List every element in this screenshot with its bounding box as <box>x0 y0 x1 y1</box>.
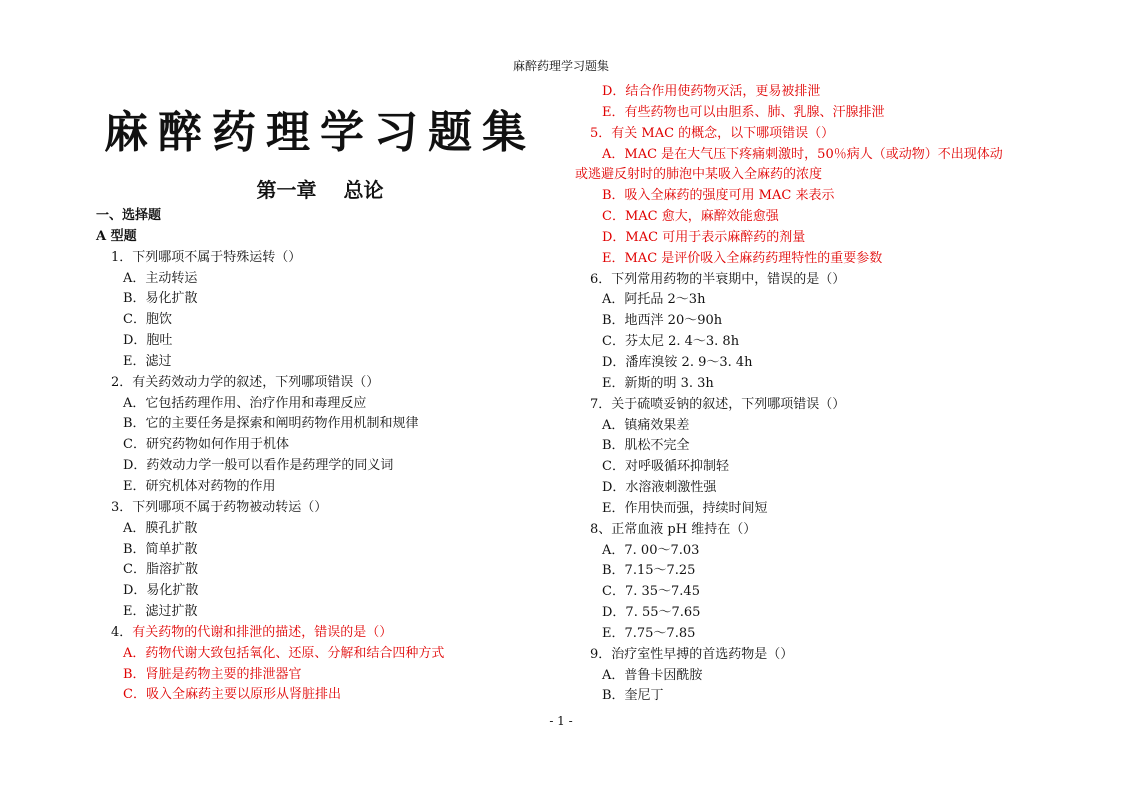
option-text: D．水溶液刺激性强 <box>602 480 717 496</box>
option-text: D．药效动力学一般可以看作是药理学的同义词 <box>123 458 394 474</box>
option-text: D．潘库溴铵 2. 9～3. 4h <box>602 354 753 370</box>
question-number: 4． <box>111 624 133 640</box>
option <box>96 602 444 623</box>
option <box>575 311 1003 332</box>
option <box>575 541 1003 562</box>
option-text: A．膜孔扩散 <box>123 520 198 536</box>
option <box>575 457 1003 478</box>
question-text: 7．关于硫喷妥钠的叙述，下列哪项错误（） <box>590 396 846 412</box>
option <box>96 414 444 435</box>
option-text: C．脂溶扩散 <box>123 562 198 578</box>
option <box>575 332 1003 353</box>
option-text: C．对呼吸循环抑制轻 <box>602 459 729 475</box>
document-title: 麻醉药理学习题集 <box>104 107 536 158</box>
page-number: - 1 - <box>549 714 573 728</box>
option <box>575 290 1003 311</box>
option-text: A．主动转运 <box>123 270 198 286</box>
option-text: B．简单扩散 <box>123 541 198 557</box>
option <box>96 310 444 331</box>
option-continuation <box>575 165 1003 186</box>
section-heading <box>96 227 444 248</box>
option-text: A．普鲁卡因酰胺 <box>602 667 703 683</box>
section-heading-text: 一、选择题 <box>96 208 162 223</box>
option-text: C．7. 35～7.45 <box>602 584 700 600</box>
option <box>575 436 1003 457</box>
option-text: E．研究机体对药物的作用 <box>123 478 276 494</box>
section-heading <box>96 206 444 227</box>
option-text: D．胞吐 <box>123 333 173 349</box>
option-text: D．易化扩散 <box>123 583 199 599</box>
section-heading-text: A 型题 <box>96 228 137 244</box>
option <box>96 560 444 581</box>
option <box>575 624 1003 645</box>
option <box>575 561 1003 582</box>
option-text: A．药物代谢大致包括氧化、还原、分解和结合四种方式 <box>123 645 445 661</box>
option-text: C．研究药物如何作用于机体 <box>123 437 289 453</box>
right-column <box>575 82 1003 707</box>
option-text: C．胞饮 <box>123 312 172 328</box>
option <box>575 249 1003 270</box>
option <box>96 685 444 706</box>
option-text: B．7.15～7.25 <box>602 563 696 579</box>
option-text: B．它的主要任务是探索和阐明药物作用机制和规律 <box>123 416 419 432</box>
option-text: E．MAC 是评价吸入全麻药药理特性的重要参数 <box>602 250 883 266</box>
option-text: E．滤过扩散 <box>123 604 198 620</box>
option <box>96 665 444 686</box>
option <box>575 103 1003 124</box>
option <box>575 228 1003 249</box>
question <box>575 270 1003 291</box>
option <box>575 207 1003 228</box>
page-header: 麻醉药理学习题集 <box>512 59 609 73</box>
option <box>96 394 444 415</box>
option <box>96 456 444 477</box>
option <box>575 666 1003 687</box>
option <box>575 353 1003 374</box>
option-text: B．吸入全麻药的强度可用 MAC 来表示 <box>602 188 835 204</box>
option-text: B．易化扩散 <box>123 291 198 307</box>
option-text: D．结合作用使药物灭活，更易被排泄 <box>602 84 821 99</box>
option-text: C．芬太尼 2. 4～3. 8h <box>602 334 740 350</box>
question <box>96 248 444 269</box>
option <box>96 540 444 561</box>
question <box>96 498 444 519</box>
option <box>96 477 444 498</box>
option-text: A．它包括药理作用、治疗作用和毒理反应 <box>123 395 367 411</box>
question <box>575 520 1003 541</box>
option-text: B．肌松不完全 <box>602 438 690 454</box>
option-text: A．MAC 是在大气压下疼痛刺激时，50％病人（或动物）不出现体动 <box>602 146 1003 162</box>
question <box>575 124 1003 145</box>
option-text: D．7. 55～7.65 <box>602 605 701 621</box>
option-text: B．奎尼丁 <box>602 688 664 704</box>
option <box>96 644 444 665</box>
question-text: 9．治疗室性早搏的首选药物是（） <box>590 646 794 662</box>
option <box>96 435 444 456</box>
option <box>575 478 1003 499</box>
option <box>96 581 444 602</box>
option-text: E．作用快而强，持续时间短 <box>602 500 768 516</box>
option-text: A．7. 00～7.03 <box>602 542 700 558</box>
option <box>575 82 1003 103</box>
option <box>96 331 444 352</box>
question <box>96 623 444 644</box>
option-text: C．MAC 愈大，麻醉效能愈强 <box>602 209 779 225</box>
option <box>575 416 1003 437</box>
question-text: 2．有关药效动力学的叙述，下列哪项错误（） <box>111 374 380 390</box>
option <box>575 374 1003 395</box>
question-text: 8、正常血液 pH 维持在（） <box>590 521 757 537</box>
option <box>575 145 1003 166</box>
option-continuation-text: 或逃避反射时的肺泡中某吸入全麻药的浓度 <box>575 167 823 183</box>
option-text: C．吸入全麻药主要以原形从肾脏排出 <box>123 687 341 703</box>
option-text: E．新斯的明 3. 3h <box>602 375 714 391</box>
option-text: D．MAC 可用于表示麻醉药的剂量 <box>602 229 806 245</box>
question-text: 5．有关 MAC 的概念，以下哪项错误（） <box>590 125 835 141</box>
option-text: E．有些药物也可以由胆系、肺、乳腺、汗腺排泄 <box>602 104 885 120</box>
question <box>96 373 444 394</box>
option-text: A．阿托品 2～3h <box>602 292 706 308</box>
option <box>96 352 444 373</box>
question-text: 6．下列常用药物的半衰期中，错误的是（） <box>590 271 846 287</box>
option <box>96 289 444 310</box>
option-text: E．7.75～7.85 <box>602 625 696 641</box>
chapter-heading: 第一章 总论 <box>256 178 384 202</box>
option-text: A．镇痛效果差 <box>602 417 690 433</box>
option <box>575 186 1003 207</box>
option-text: B．地西泮 20～90h <box>602 313 723 329</box>
option <box>96 269 444 290</box>
question <box>575 395 1003 416</box>
question <box>575 645 1003 666</box>
question-text: 1．下列哪项不属于特殊运转（） <box>111 249 302 265</box>
option <box>575 582 1003 603</box>
question-text: 3．下列哪项不属于药物被动转运（） <box>111 499 328 515</box>
option <box>575 499 1003 520</box>
option <box>96 519 444 540</box>
option <box>575 686 1003 707</box>
left-column <box>96 206 444 706</box>
question-text: 有关药物的代谢和排泄的描述，错误的是（） <box>132 624 393 640</box>
option <box>575 603 1003 624</box>
option-text: B．肾脏是药物主要的排泄器官 <box>123 666 302 682</box>
option-text: E．滤过 <box>123 353 172 369</box>
